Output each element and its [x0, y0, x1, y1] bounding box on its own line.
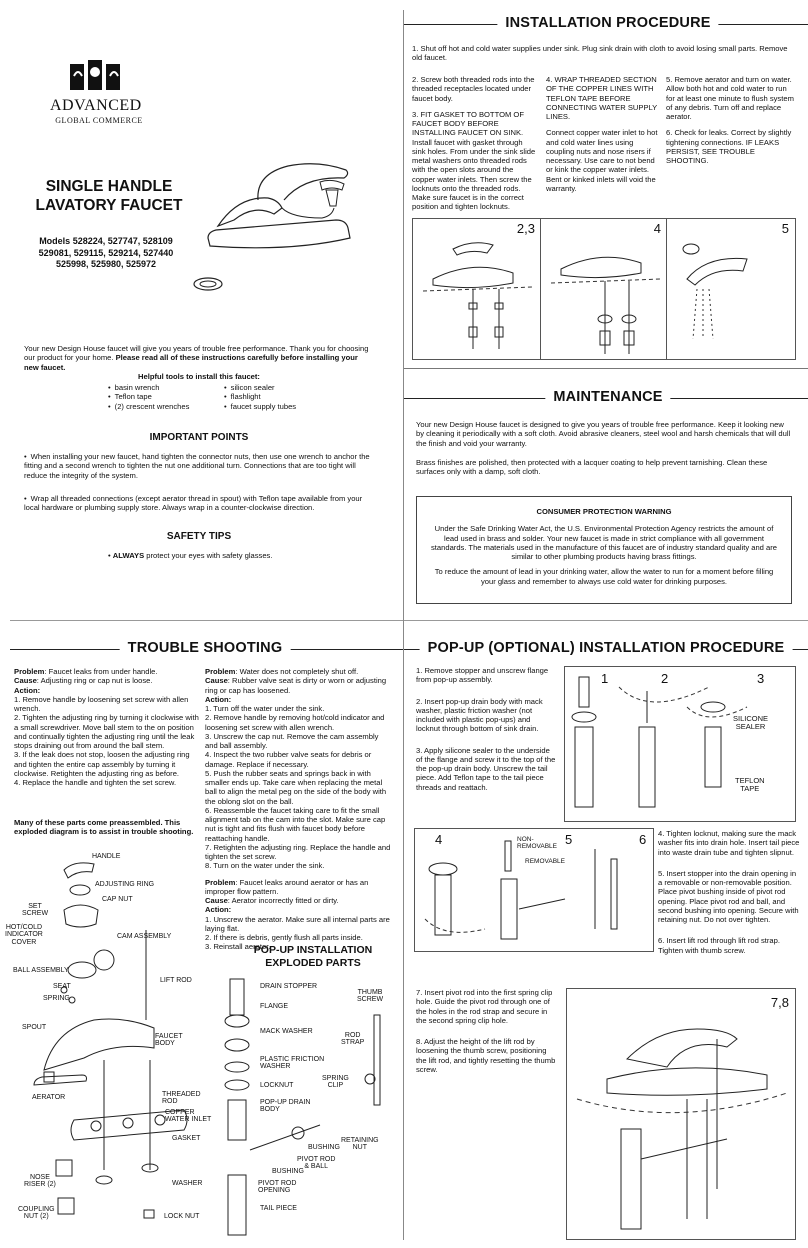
- part-label-handle: HANDLE: [92, 853, 121, 860]
- maint-title: MAINTENANCE: [545, 389, 670, 407]
- figure-number: 4: [653, 221, 661, 236]
- drain-assembly-icon: [565, 667, 795, 821]
- popup-label-bushing-1: BUSHING: [308, 1144, 340, 1151]
- trouble-title: TROUBLE SHOOTING: [120, 640, 291, 658]
- label-non-removable: NON- REMOVABLE: [517, 836, 557, 850]
- intro-plain: Your new Design House faucet will give you years of trouble free performance. Thank you for choosing our product for your home.: [24, 344, 369, 363]
- popup-steps-7-8: [416, 988, 556, 1081]
- part-label-indicator-cover: HOT/COLD INDICATOR COVER: [5, 924, 43, 946]
- part-label-nose-riser: NOSE RISER (2): [24, 1174, 56, 1189]
- action-step: 4. Inspect the two rubber valve seats for debris or damage. Replace if necessary.: [205, 750, 372, 769]
- aerator-flush-icon: [667, 219, 795, 359]
- problem-label: Problem: [14, 667, 45, 676]
- tools-list-right: [224, 383, 296, 411]
- cause-label: Cause: [205, 896, 228, 905]
- action-step: 1. Turn off the water under the sink.: [205, 704, 325, 713]
- popup-label-pivot-rod: PIVOT ROD & BALL: [297, 1156, 336, 1171]
- action-step: 6. Reassemble the faucet taking care to fit the small alignment tab on the cam into the slot. Make sure cap nut is tight and fits flush with faucet body before reattaching handle.: [205, 805, 386, 843]
- part-label-copper-inlet: COPPER WATER INLET: [165, 1109, 212, 1124]
- brand-logo-icon: [66, 58, 136, 92]
- intro-text: [24, 344, 374, 372]
- trouble-problem-1: Problem: Faucet leaks from under handle. Cause: Adjusting ring or cap nut is loose. Action: 1. Remove handle by loosening set screw with allen wrench. 2. Tighten the adjusting ring by turning it clockwise with a small screwdriver. Move ball stem to the on position and continually tighten the adjusting ring until the leak stops draining out from around the ball stem. 3. If the leak does not stop, loosen the adjusting ring and tighten the entire cap assembly by turning it clockwise. Retighten the adjusting ring as before. 4. Replace the handle and tighten the set screw.: [14, 667, 199, 787]
- safety-bold: ALWAYS: [112, 551, 145, 560]
- install-col-2: [546, 75, 658, 200]
- popup-steps-1-3: [416, 666, 556, 799]
- popup-label-locknut: LOCKNUT: [260, 1082, 294, 1089]
- models-list: [16, 236, 196, 271]
- install-step-6: 6. Check for leaks. Correct by slightly tightening connections. IF LEAKS PERSIST, SEE TROUBLE SHOOTING.: [666, 128, 792, 165]
- problem-label: Problem: [205, 667, 236, 676]
- popup-label-rod-strap: ROD STRAP: [341, 1032, 365, 1047]
- tool-item: • silicon sealer: [224, 383, 296, 392]
- part-label-faucet-body: FAUCET BODY: [155, 1033, 183, 1048]
- cause-text: : Aerator incorrectly fitted or dirty.: [227, 896, 339, 905]
- action-step: 4. Replace the handle and tighten the set screw.: [14, 778, 177, 787]
- part-label-seat: SEAT: [53, 983, 71, 990]
- install-step-5: 5. Remove aerator and turn on water. Allow both hot and cold water to run for at least one minute to flush system of any debris. Turn off and replace aerator.: [666, 75, 794, 121]
- warning-title: CONSUMER PROTECTION WARNING: [536, 507, 672, 516]
- popup-step-7: 7. Insert pivot rod into the first spring clip hole. Guide the pivot rod through one of the holes in the rod strap and secure in the second spring clip hole.: [416, 988, 553, 1025]
- action-label: Action: [205, 694, 229, 704]
- important-point: • When installing your new faucet, hand tighten the connector nuts, then use one wrench to anchor the fitting and a second wrench to tighten the nut one additional turn. Connections that are too tight will reduce the integrity of the system.: [24, 452, 378, 480]
- action-step: 3. Unscrew the cap nut. Remove the cam assembly and ball assembly.: [205, 731, 379, 750]
- figure-number: 4: [435, 832, 443, 847]
- figure-number: 6: [639, 832, 647, 847]
- maint-text: [416, 420, 792, 483]
- popup-label-mack-washer: MACK WASHER: [260, 1028, 313, 1035]
- popup-label-drain-body: POP-UP DRAIN BODY: [260, 1099, 311, 1114]
- popup-exploded-title: [228, 944, 398, 970]
- label-silicone-sealer: SILICONE SEALER: [733, 714, 769, 731]
- popup-label-spring-clip: SPRING CLIP: [322, 1075, 349, 1090]
- brand-name: ADVANCED: [50, 97, 142, 115]
- popup-exploded-title-2: EXPLODED PARTS: [265, 957, 361, 970]
- consumer-warning-box: [416, 496, 792, 604]
- action-step: 8. Turn on the water under the sink.: [205, 861, 325, 871]
- install-step-1: 1. Shut off hot and cold water supplies under sink. Plug sink drain with cloth to avoid losing small parts. Remove old faucet.: [412, 44, 788, 63]
- brand-block: [50, 58, 150, 126]
- part-label-threaded-rod: THREADED ROD: [162, 1091, 201, 1106]
- part-label-cap-nut: CAP NUT: [102, 896, 133, 903]
- popup-steps-4-6: [658, 829, 800, 962]
- popup-step-3: 3. Apply silicone sealer to the underside of the flange and screw it to the top of the the pop-up drain body. Unscrew the tail piece. Add Teflon tape to the tail piece threads and reattach.: [416, 745, 556, 792]
- part-label-spring: SPRING: [43, 995, 70, 1002]
- important-heading: IMPORTANT POINTS: [149, 432, 249, 443]
- lift-rod-adjust-icon: [567, 989, 795, 1239]
- tool-item: • basin wrench: [108, 383, 189, 392]
- warning-p1: Under the Safe Drinking Water Act, the U.S. Environmental Protection Agency restricts the amount of lead used in brass and solder. Your new faucet is made in strict compliance with all government standards. The materials used in the manufacture of this faucet are of industry standard quality and are similar to other plumbing products having brass fittings.: [431, 524, 777, 561]
- action-step: 1. Unscrew the aerator. Make sure all internal parts are laying flat.: [205, 914, 390, 933]
- action-step: 3. If the leak does not stop, loosen the adjusting ring and tighten the entire cap assembly by turning it clockwise. Retighten the adjusting ring as before.: [14, 750, 190, 778]
- part-label-gasket: GASKET: [172, 1135, 201, 1142]
- tools-list-left: [108, 383, 189, 411]
- popup-title: POP-UP (OPTIONAL) INSTALLATION PROCEDURE: [420, 640, 793, 658]
- label-teflon-tape: TEFLON TAPE: [735, 776, 765, 793]
- popup-label-thumb-screw: THUMB SCREW: [357, 989, 384, 1004]
- action-step: 2. Remove handle by removing hot/cold indicator and loosening set screw with allen wrench.: [205, 713, 385, 732]
- popup-label-plastic-washer: PLASTIC FRICTION WASHER: [260, 1056, 325, 1071]
- figure-number: 1: [601, 671, 609, 686]
- popup-step-5: 5. Insert stopper into the drain opening in a removable or non-removable position. Place pivot bushing inside of pivot rod opening. Place pivot rod and ball, and second bushing into opening. Secure with retaining nut. Do not over tighten.: [658, 868, 799, 924]
- part-label-lift-rod: LIFT ROD: [160, 977, 192, 984]
- install-figure-4: [540, 218, 668, 360]
- popup-label-pivot-opening: PIVOT ROD OPENING: [258, 1180, 297, 1195]
- left-section-divider: [10, 620, 403, 621]
- warning-p2: To reduce the amount of lead in your drinking water, allow the water to run for a moment before filling your glass and remember to always use cold water for drinking purposes.: [434, 567, 774, 586]
- important-point: • Wrap all threaded connections (except aerator thread in spout) with Teflon tape available from your local hardware or plumbing supply store. Always wrap in a counter-clockwise direction.: [24, 494, 378, 513]
- popup-step-8: 8. Adjust the height of the lift rod by loosening the thumb screw, positioning the lift rod, and tightly resetting the thumb screw.: [416, 1037, 556, 1074]
- install-step-4a: 4. WRAP THREADED SECTION OF THE COPPER LINES WITH TEFLON TAPE BEFORE CONNECTING WATER SUPPLY LINES.: [546, 75, 658, 121]
- cause-text: : Adjusting ring or cap nut is loose.: [36, 676, 153, 686]
- models-line-3: 525998, 525980, 525972: [55, 259, 157, 270]
- action-step: 2. Tighten the adjusting ring by turning it clockwise with a small screwdriver. Move ball stem to the on position and continually tighten the adjusting ring until the leak stops draining out from around the ball stem.: [14, 713, 199, 750]
- part-label-coupling-nut: COUPLING NUT (2): [18, 1206, 55, 1221]
- action-step: 3. Reinstall aerator.: [205, 942, 271, 952]
- action-step: 1. Remove handle by loosening set screw with allen wrench.: [14, 694, 189, 713]
- install-col-1: [412, 75, 537, 219]
- popup-step-2: 2. Insert pop-up drain body with mack washer, plastic friction washer (not included with plastic pop-ups) and locknut through bottom of sink drain.: [416, 696, 543, 734]
- intro-bold: Please read all of these instructions carefully before installing your new faucet.: [24, 353, 358, 372]
- action-step: 2. If there is debris, gently flush all parts inside.: [205, 933, 363, 942]
- figure-number: 7,8: [770, 995, 789, 1010]
- problem-text: : Water does not completely shut off.: [235, 667, 359, 676]
- figure-number: 3: [757, 671, 765, 686]
- problem-label: Problem: [205, 877, 236, 887]
- tool-item: • flashlight: [224, 392, 296, 401]
- part-label-washer: WASHER: [172, 1180, 203, 1187]
- popup-step-6: 6. Insert lift rod through lift rod strap. Tighten with thumb screw.: [658, 936, 780, 955]
- install-figure-23: [412, 218, 542, 360]
- models-line-2: 529081, 529115, 529214, 527440: [38, 247, 174, 258]
- figure-number: 2,3: [516, 221, 535, 236]
- brand-sub: GLOBAL COMMERCE: [55, 115, 143, 125]
- product-title: [14, 178, 204, 215]
- action-step: 5. Push the rubber seats and springs back in with smaller ends up. Take care when replacing the metal ball to align the metal peg on the side of the body with the oblong slot on the ball.: [205, 768, 387, 806]
- part-label-adjusting-ring: ADJUSTING RING: [95, 881, 155, 888]
- action-label: Action: [14, 685, 38, 695]
- action-step: 7. Retighten the adjusting ring. Replace the handle and tighten the set screw.: [205, 842, 391, 861]
- figure-number: 2: [661, 671, 669, 686]
- maint-p1: Your new Design House faucet is designed to give you years of trouble free performance. Keep it looking new by cleaning it periodically with a soft cloth. Avoid abrasive cleaners, steel wool and harsh chemicals that will dull the finish and void your warranty.: [416, 420, 791, 448]
- figure-number: 5: [565, 832, 573, 847]
- popup-step-4: 4. Tighten locknut, making sure the mack washer fits into drain hole. Insert tail piece into waste drain tube and tighten slipnut.: [658, 829, 800, 857]
- part-label-set-screw: SET SCREW: [22, 903, 49, 918]
- tools-heading: Helpful tools to install this faucet:: [138, 372, 260, 381]
- title-line-1: SINGLE HANDLE: [45, 178, 173, 195]
- popup-label-tail-piece: TAIL PIECE: [260, 1205, 297, 1212]
- models-line-1: Models 528224, 527747, 528109: [39, 236, 173, 246]
- important-list: [24, 452, 378, 512]
- maint-p2: Brass finishes are polished, then protected with a lacquer coating to help prevent tarnishing. Clean these surfaces only with a damp, soft cloth.: [416, 457, 768, 476]
- cause-label: Cause: [205, 676, 228, 686]
- install-step-4b: Connect copper water inlet to hot and cold water lines using coupling nuts and nose risers if necessary. Use care to not bend or kink the copper water inlets. Bent or kinked inlets will void the warranty.: [546, 128, 658, 193]
- part-label-spout: SPOUT: [22, 1024, 47, 1031]
- popup-exploded-title-1: POP-UP INSTALLATION: [253, 944, 373, 956]
- safety-text: protect your eyes with safety glasses.: [144, 551, 273, 560]
- problem-text: : Faucet leaks around aerator or has an improper flow pattern.: [205, 877, 369, 896]
- install-title: INSTALLATION PROCEDURE: [497, 15, 718, 33]
- install-step-2: 2. Screw both threaded rods into the threaded receptacles located under faucet body.: [412, 75, 535, 103]
- title-line-2: LAVATORY FAUCET: [35, 196, 183, 214]
- install-divider: [404, 368, 808, 369]
- popup-step-1: 1. Remove stopper and unscrew flange from pop-up assembly.: [416, 666, 549, 685]
- popup-label-bushing-2: BUSHING: [272, 1168, 304, 1175]
- popup-label-retaining-nut: RETAINING NUT: [341, 1137, 379, 1152]
- trouble-problem-2: Problem: Water does not completely shut off. Cause: Rubber valve seat is dirty or worn or adjusting ring or cap has loosened. Action: 1. Turn off the water under the sink. 2. Remove handle by removing hot/cold indicator and loosening set screw with allen wrench. 3. Unscrew the cap nut. Remove the cam assembly and ball assembly. 4. Inspect the two rubber valve seats for debris or damage. Replace if necessary. 5. Push the rubber seats and springs back in with smaller ends up. Take care when replacing the metal ball to align the metal peg on the side of the body with the oblong slot on the ball. 6. Reassemble the faucet taking care to fit the small alignment tab on the cam into the slot. Make sure cap nut is tight and fits flush with faucet body before reattaching handle. 7. Retighten the adjusting ring. Replace the handle and tighten the set screw. 8. Turn on the water under the sink. Problem: Faucet leaks around aerator or has an improper flow pattern. Cause: Aerator incorrectly fitted or dirty. Action: 1. Unscrew the aerator. Make sure all internal parts are laying flat. 2. If there is debris, gently flush all parts inside. 3. Reinstall aerator.: [205, 667, 393, 952]
- cause-label: Cause: [14, 676, 37, 686]
- part-label-lock-nut: LOCK NUT: [164, 1213, 200, 1220]
- part-label-ball: BALL ASSEMBLY: [13, 967, 69, 974]
- safety-heading: SAFETY TIPS: [166, 531, 232, 542]
- cause-text: : Rubber valve seat is dirty or worn or adjusting ring or cap has loosened.: [205, 676, 387, 695]
- part-label-aerator: AERATOR: [32, 1094, 66, 1101]
- right-section-divider: [404, 620, 808, 621]
- part-label-cam: CAM ASSEMBLY: [117, 933, 172, 940]
- figure-number: 5: [781, 221, 789, 236]
- popup-figure-456: [414, 828, 654, 952]
- safety-tip: • ALWAYS protect your eyes with safety glasses.: [108, 551, 273, 560]
- tool-item: • (2) crescent wrenches: [108, 402, 189, 411]
- problem-text: : Faucet leaks from under handle.: [44, 667, 158, 676]
- install-col-3: [666, 75, 794, 172]
- exploded-note: Many of these parts come preassembled. This exploded diagram is to assist in trouble shooting.: [14, 818, 194, 837]
- faucet-rods-icon: [413, 219, 541, 359]
- popup-figure-78: [566, 988, 796, 1240]
- faucet-illustration: [198, 160, 388, 290]
- popup-label-flange: FLANGE: [260, 1003, 289, 1010]
- tool-item: • faucet supply tubes: [224, 402, 296, 411]
- label-removable: REMOVABLE: [525, 858, 565, 865]
- popup-label-drain-stopper: DRAIN STOPPER: [260, 983, 318, 990]
- install-step-3: 3. FIT GASKET TO BOTTOM OF FAUCET BODY BEFORE INSTALLING FAUCET ON SINK. Install faucet with gasket through sink holes. From under the sink slide metal washers onto threaded rods with the open slots around the copper water inlets. Then screw the locknuts onto the threaded rods. Make sure faucet is in the correct position and tighten locknuts.: [412, 109, 536, 212]
- supply-lines-icon: [541, 219, 667, 359]
- action-label: Action: [205, 905, 229, 915]
- popup-figure-123: [564, 666, 796, 822]
- tool-item: • Teflon tape: [108, 392, 189, 401]
- install-figure-5: [666, 218, 796, 360]
- column-divider: [403, 10, 404, 1240]
